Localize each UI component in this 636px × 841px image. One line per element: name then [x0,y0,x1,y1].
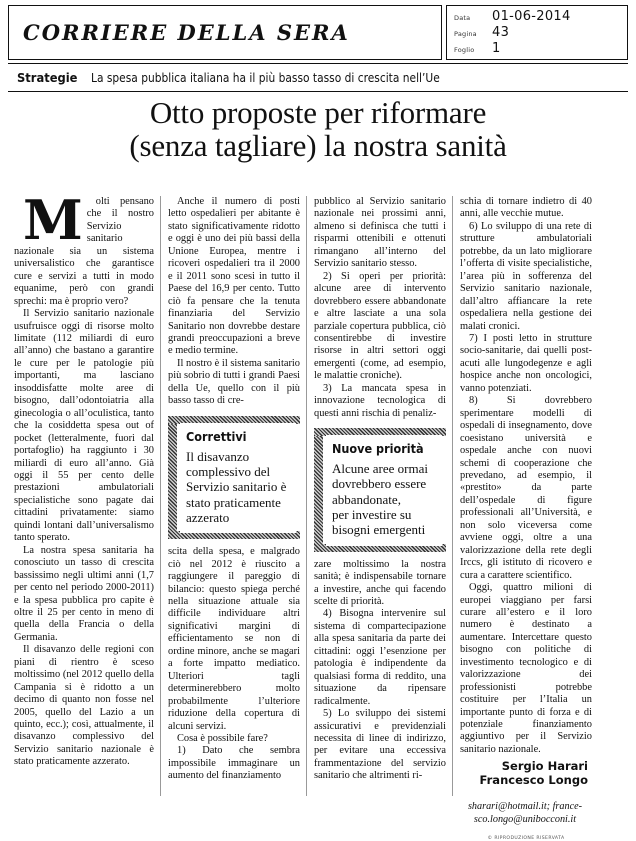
pullquote-correttivi-line-1: Il disavanzo [186,448,250,464]
col4-paragraph-5: Oggi, quattro milioni di europei viaggiano per farsi curare all’estero e il loro numero è destinato a aumentare. Intercettare questo bisogno con politiche di investimento tecnologico e di valorizzazione dei professionisti potrebbe costituire per l’Italia un importante punto di forza e di potenziale finanziamento aggiuntivo per il Servizio sanitario nazionale. [460,582,592,755]
article-column-2 [160,196,306,796]
author-byline [460,760,592,787]
pullquote-correttivi-line-2: complessivo del [186,464,271,479]
headline-line-2: (senza tagliare) la nostra sanità [129,128,507,163]
kicker-subtitle: La spesa pubblica italiana ha il più basso tasso di crescita nell’Ue [90,70,440,85]
author-email-line-2: sco.longo@unibocconi.it [473,813,577,825]
col3-paragraph-4: zare moltissimo la nostra sanità; è indispensabile tornare a investire, anche qui facendo scelte di priorità. [314,558,446,607]
meta-row-data [454,9,622,25]
newspaper-masthead-box [8,5,442,60]
author-name-2: Francesco Longo [479,772,588,787]
col1-paragraph-2: Il Servizio sanitario nazionale usufruisce oggi di risorse molto limitate (112 miliardi di euro all’anno) che bastano a garantire le cure per le patologie più importanti, ma lasciano insoddisfatte molte aree di bisogno, dall’odontoiatria alla ginecologia o all’oculistica, tanto che la cosiddetta spesa out of pocket (letteralmente, fuori dal portafoglio) ha raggiunto i 30 miliardi di euro all’anno. Già oggi il 55 per cento delle prestazioni ambulatoriali specialistiche sono pagate dai cittadini privatamente: siamo quindi lontani dall’universalismo tanto sperato. [14,308,154,544]
col1-paragraph-1-text: olti pensano che il nostro Servizio sanitario nazionale sia un sistema universalistico che garantisce cure e servizi a tutti in modo equanime, però con grandi sprechi: ma è proprio vero? [14,196,154,307]
article-headline [8,96,628,162]
pullquote-nuove-priorita-text [332,461,440,537]
col4-paragraph-4: 8) Si dovrebbero sperimentare modelli di ospedali di insegnamento, dove coesistano università e ospedale anche con nuovi schemi di cooperazione che prevedano, ad esempio, il «prestito» da parte dell’ospedale di figure professionali all’Università, e non solo viceversa come avviene oggi, oltre a una valorizzazione della rete degli Irccs, gli istituto di ricovero e cura a carattere scientifico. [460,395,592,581]
article-column-4 [452,196,598,841]
pullquote-nuove-priorita-line-4: per investire su [332,507,412,523]
col4-paragraph-2: 6) Lo sviluppo di una rete di strutture ambulatoriali potrebbe, da un lato migliorare l’offerta di visite specialistiche, l’area più in sofferenza del Servizio sanitario nazionale, dall’altro affiancare la rete ospedaliera nella gestione dei malati cronici. [460,220,592,332]
col1-paragraph-3: La nostra spesa sanitaria ha conosciuto un tasso di crescita bassissimo negli ultimi anni (1,7 per cento nel periodo 2000-2011) e la spesa pubblica pro capite è oltre il 25 per cento in meno di quella della Francia o della Germania. [14,544,154,643]
meta-value-pagina: 43 [492,25,510,40]
kicker-label: Strategie [17,70,78,85]
col3-paragraph-2: 2) Si operi per priorità: alcune aree di intervento dovrebbero essere abbandonate e altre lasciate a una sola parziale copertura pubblica, ciò consentirebbe di investire risorse in altri settori oggi emergenti (come, ad esempio, le malattie croniche). [314,270,446,382]
copyright-notice: © RIPRODUZIONE RISERVATA [487,835,565,841]
pullquote-nuove-priorita [314,428,446,551]
col2-paragraph-4: Cosa è possibile fare? [177,732,268,744]
pullquote-correttivi-text [186,449,294,525]
headline-line-1: Otto proposte per riformare [149,95,487,130]
newspaper-title: CORRIERE DELLA SERA [23,20,350,45]
article-column-3 [306,196,452,796]
pullquote-nuove-priorita-line-2: dovrebbero essere [332,476,427,492]
pullquote-correttivi-label: Correttivi [186,428,247,444]
pullquote-nuove-priorita-label: Nuove priorità [332,441,424,457]
meta-row-foglio [454,41,622,57]
article-column-1 [14,188,160,796]
col3-paragraph-6: 5) Lo sviluppo dei sistemi assicurativi e previdenziali necessita di linee di indirizzo, per evitare una eccessiva frammentazione del servizio sanitario che altrimenti ri- [314,708,446,782]
col2-paragraph-5: 1) Dato che sembra impossibile immaginare un aumento del finanziamento [168,745,300,782]
col3-paragraph-3: 3) La mancata spesa in innovazione tecnologica di questi anni rischia di penaliz- [314,382,446,419]
meta-label-data: Data [454,14,471,22]
pullquote-correttivi-line-3: Servizio sanitario è [186,479,287,495]
meta-label-foglio: Foglio [454,46,475,54]
pullquote-nuove-priorita-line-5: bisogni emergenti [332,522,426,538]
meta-label-pagina: Pagina [454,30,477,38]
author-emails [460,801,592,825]
col3-paragraph-1: pubblico al Servizio sanitario nazionale nei prossimi anni, almeno si definisca che tutti i risparmi ottenibili e ottenuti rimangano all’interno del Servizio sanitario stesso. [314,196,446,270]
col1-paragraph-4: Il disavanzo delle regioni con piani di rientro è sceso moltissimo (nel 2012 quello della Campania si è ridotto a un decimo di quanto non fosse nel 2005, quello del Lazio a un quinto, ecc.); così, attualmente, il disavanzo complessivo del Servizio sanitario nazionale è stato praticamente azzerato. [14,644,154,768]
author-email-line-1: sharari@hotmail.it; france- [467,801,583,813]
meta-value-foglio: 1 [492,41,501,56]
col4-paragraph-1: schia di tornare indietro di 40 anni, alle vecchie mutue. [460,196,592,220]
meta-row-pagina [454,25,622,41]
col2-paragraph-3: scita della spesa, e malgrado ciò nel 2012 è riuscito a raggiungere il pareggio di bilancio: questo spiega perché nella situazione attuale sia difficile individuare altri significativi margini di efficientamento se non di ordine minore, anche se magari a forte impatto mediatico. Ulteriori tagli determinerebbero molto probabilmente l’ulteriore riduzione della copertura di alcuni servizi. [168,546,300,732]
col2-paragraph-2: Il nostro è il sistema sanitario più sobrio di tutti i grandi Paesi della Ue, quello con il più basso tasso di cre- [168,357,300,407]
pullquote-nuove-priorita-line-1: Alcune aree ormai [332,461,429,477]
article-body [14,188,626,841]
section-kicker-bar [8,63,628,92]
col4-paragraph-3: 7) I posti letto in strutture socio-sanitarie, dai quelli post-acuti alle lungodegenze e agli hospice anche non oncologici, vanno potenziati. [460,332,592,394]
drop-cap: M [23,188,83,252]
col1-paragraph-1 [14,188,154,308]
pullquote-correttivi-line-4: stato praticamente [186,494,281,510]
pullquote-correttivi [168,416,300,539]
author-name-1: Sergio Harari [501,759,588,774]
col2-paragraph-1: Anche il numero di posti letto ospedalieri per abitante è stato significativamente ridotto e oggi è uno dei più bassi della Unione Europea, mentre i ricoveri ospedalieri tra il 2000 e il 2011 sono scesi in tutto il Paese del 16,9 per cento. Tutto ciò fa pensare che la tenuta finanziaria del Servizio Sanitario non dovrebbe destare grandi preoccupazioni a breve e medio termine. [168,196,300,357]
pullquote-correttivi-line-5: azzerato [186,509,230,525]
pullquote-nuove-priorita-line-3: abbandonate, [332,491,401,507]
clipping-meta-box [446,5,628,60]
masthead [8,5,628,60]
meta-value-data: 01-06-2014 [492,9,571,24]
col3-paragraph-5: 4) Bisogna intervenire sul sistema di compartecipazione alla spesa sanitaria da parte dei cittadini: oggi l’esenzione per patologia è indipendente da qualsiasi forma di reddito, una situazione da ripensare radicalmente. [314,608,446,707]
